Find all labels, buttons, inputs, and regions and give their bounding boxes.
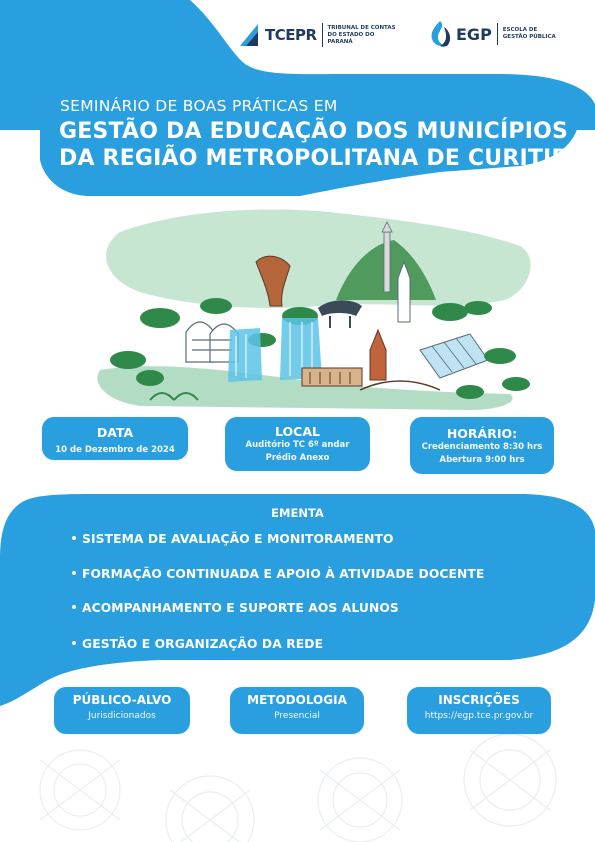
methodology-card [230, 687, 364, 734]
date-card [42, 417, 188, 460]
title-line-2: DA REGIÃO METROPOLITANA DE CURITIBA [59, 146, 586, 171]
methodology-value: Presencial [274, 711, 320, 721]
audience-label: PÚBLICO-ALVO [72, 693, 172, 707]
title-line-1: GESTÃO DA EDUCAÇÃO DOS MUNICÍPIOS [59, 119, 569, 144]
registration-label: INSCRIÇÕES [438, 693, 520, 707]
egp-logo [426, 18, 563, 50]
egp-logo-subtitle [503, 27, 563, 41]
tce-logo-name: TCEPR [265, 26, 317, 44]
egp-flame-icon [426, 19, 454, 49]
bullet-icon [72, 641, 76, 645]
egp-logo-name: EGP [456, 24, 492, 44]
bullet-icon [72, 605, 76, 609]
schedule-label: HORÁRIO: [446, 426, 518, 441]
title-subheading: SEMINÁRIO DE BOAS PRÁTICAS EM [60, 97, 338, 115]
ementa-heading: EMENTA [271, 506, 324, 520]
location-label: LOCAL [275, 424, 320, 439]
audience-card [54, 687, 190, 734]
tce-pr-logo [238, 20, 398, 50]
egp-logo-subtitle-line2: GESTÃO PÚBLICA [502, 34, 556, 40]
tce-triangle-icon [238, 22, 260, 48]
audience-value: Jurisdicionados [88, 711, 156, 721]
ementa-item [72, 637, 323, 651]
date-label: DATA [96, 425, 134, 440]
tce-logo-subtitle [328, 25, 398, 46]
bullet-icon [72, 536, 76, 540]
tce-logo-divider [322, 23, 323, 47]
egp-logo-divider [497, 23, 498, 45]
location-line-1: Auditório TC 6º andar [245, 440, 350, 450]
location-card [225, 417, 370, 471]
ementa-item [72, 567, 484, 581]
schedule-card [410, 417, 554, 474]
ementa-item-text: GESTÃO E ORGANIZAÇÃO DA REDE [82, 637, 324, 651]
ementa-item-text: FORMAÇÃO CONTINUADA E APOIO À ATIVIDADE DOCENTE [82, 567, 485, 581]
tce-logo-subtitle-line1: TRIBUNAL DE CONTAS [327, 24, 396, 31]
egp-logo-subtitle-line1: ESCOLA DE [502, 27, 538, 33]
schedule-line-2: Abertura 9:00 hrs [439, 455, 525, 465]
registration-card [407, 687, 551, 734]
methodology-label: METODOLOGIA [247, 693, 347, 707]
ementa-item-text: ACOMPANHAMENTO E SUPORTE AOS ALUNOS [82, 601, 399, 615]
ementa-item [72, 532, 394, 546]
location-line-2: Prédio Anexo [265, 453, 330, 463]
tce-logo-subtitle-line2: DO ESTADO DO PARANÁ [327, 31, 375, 45]
bullet-icon [72, 571, 76, 575]
schedule-line-1: Credenciamento 8:30 hrs [421, 442, 543, 452]
date-value: 10 de Dezembro de 2024 [55, 445, 175, 455]
registration-link[interactable]: https://egp.tce.pr.gov.br [424, 711, 534, 721]
ementa-item-text: SISTEMA DE AVALIAÇÃO E MONITORAMENTO [82, 532, 394, 546]
ementa-item [72, 601, 399, 615]
